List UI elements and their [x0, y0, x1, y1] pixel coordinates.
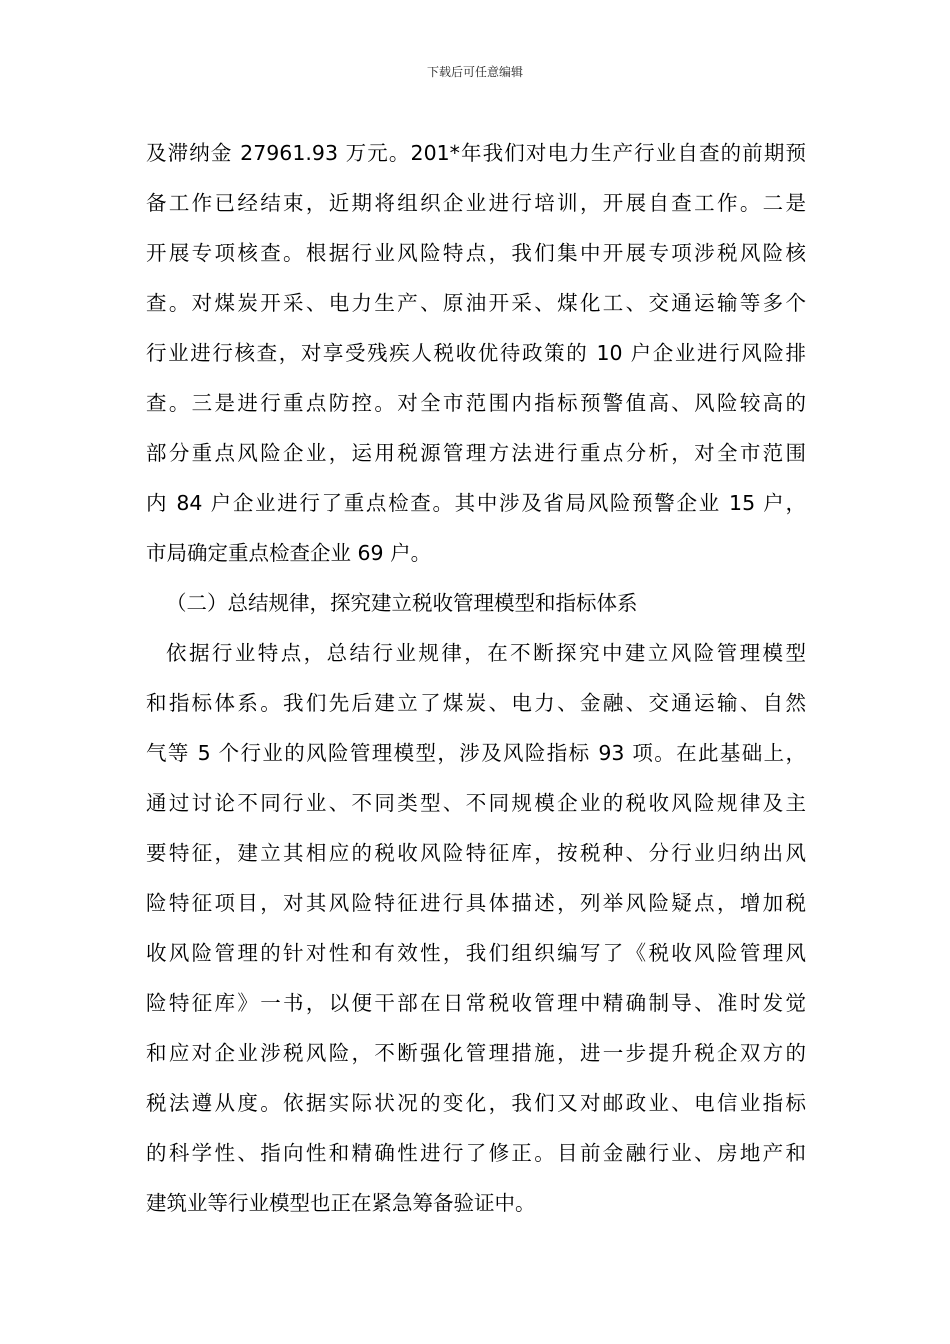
section-heading: [146, 578, 806, 628]
text-line: 及滞纳金 27961.93 万元。201*年我们对电力生产行业自查的前期预: [146, 141, 806, 165]
text-line: 收风险管理的针对性和有效性，我们组织编写了《税收风险管理风: [146, 941, 806, 965]
text-line: 税法遵从度。依据实际状况的变化，我们又对邮政业、电信业指标: [146, 1091, 806, 1115]
document-body: [146, 128, 806, 1228]
paragraph: [146, 628, 806, 1228]
text-line: 开展专项核查。根据行业风险特点，我们集中开展专项涉税风险核: [146, 241, 806, 265]
text-line: 险特征项目，对其风险特征进行具体描述，列举风险疑点，增加税: [146, 891, 806, 915]
text-line: 内 84 户企业进行了重点检查。其中涉及省局风险预警企业 15 户，: [146, 491, 806, 515]
text-line: （二）总结规律，探究建立税收管理模型和指标体系: [166, 591, 638, 615]
text-line: 建筑业等行业模型也正在紧急筹备验证中。: [146, 1191, 536, 1215]
text-line: 依据行业特点，总结行业规律，在不断探究中建立风险管理模型: [166, 641, 806, 665]
text-line: 查。三是进行重点防控。对全市范围内指标预警值高、风险较高的: [146, 391, 806, 415]
text-line: 通过讨论不同行业、不同类型、不同规模企业的税收风险规律及主: [146, 791, 806, 815]
text-line: 险特征库》一书，以便干部在日常税收管理中精确制导、准时发觉: [146, 991, 806, 1015]
text-line: 和指标体系。我们先后建立了煤炭、电力、金融、交通运输、自然: [146, 691, 806, 715]
text-line: 的科学性、指向性和精确性进行了修正。目前金融行业、房地产和: [146, 1141, 806, 1165]
text-line: 市局确定重点检查企业 69 户。: [146, 541, 432, 565]
text-line: 气等 5 个行业的风险管理模型，涉及风险指标 93 项。在此基础上，: [146, 741, 806, 765]
page-header: 下载后可任意编辑: [426, 65, 523, 79]
text-line: 和应对企业涉税风险，不断强化管理措施，进一步提升税企双方的: [146, 1041, 806, 1065]
text-line: 部分重点风险企业，运用税源管理方法进行重点分析，对全市范围: [146, 441, 806, 465]
text-line: 行业进行核查，对享受残疾人税收优待政策的 10 户企业进行风险排: [146, 341, 806, 365]
text-line: 备工作已经结束，近期将组织企业进行培训，开展自查工作。二是: [146, 191, 806, 215]
text-line: 查。对煤炭开采、电力生产、原油开采、煤化工、交通运输等多个: [146, 291, 806, 315]
text-line: 要特征，建立其相应的税收风险特征库，按税种、分行业归纳出风: [146, 841, 806, 865]
paragraph: [146, 128, 806, 578]
